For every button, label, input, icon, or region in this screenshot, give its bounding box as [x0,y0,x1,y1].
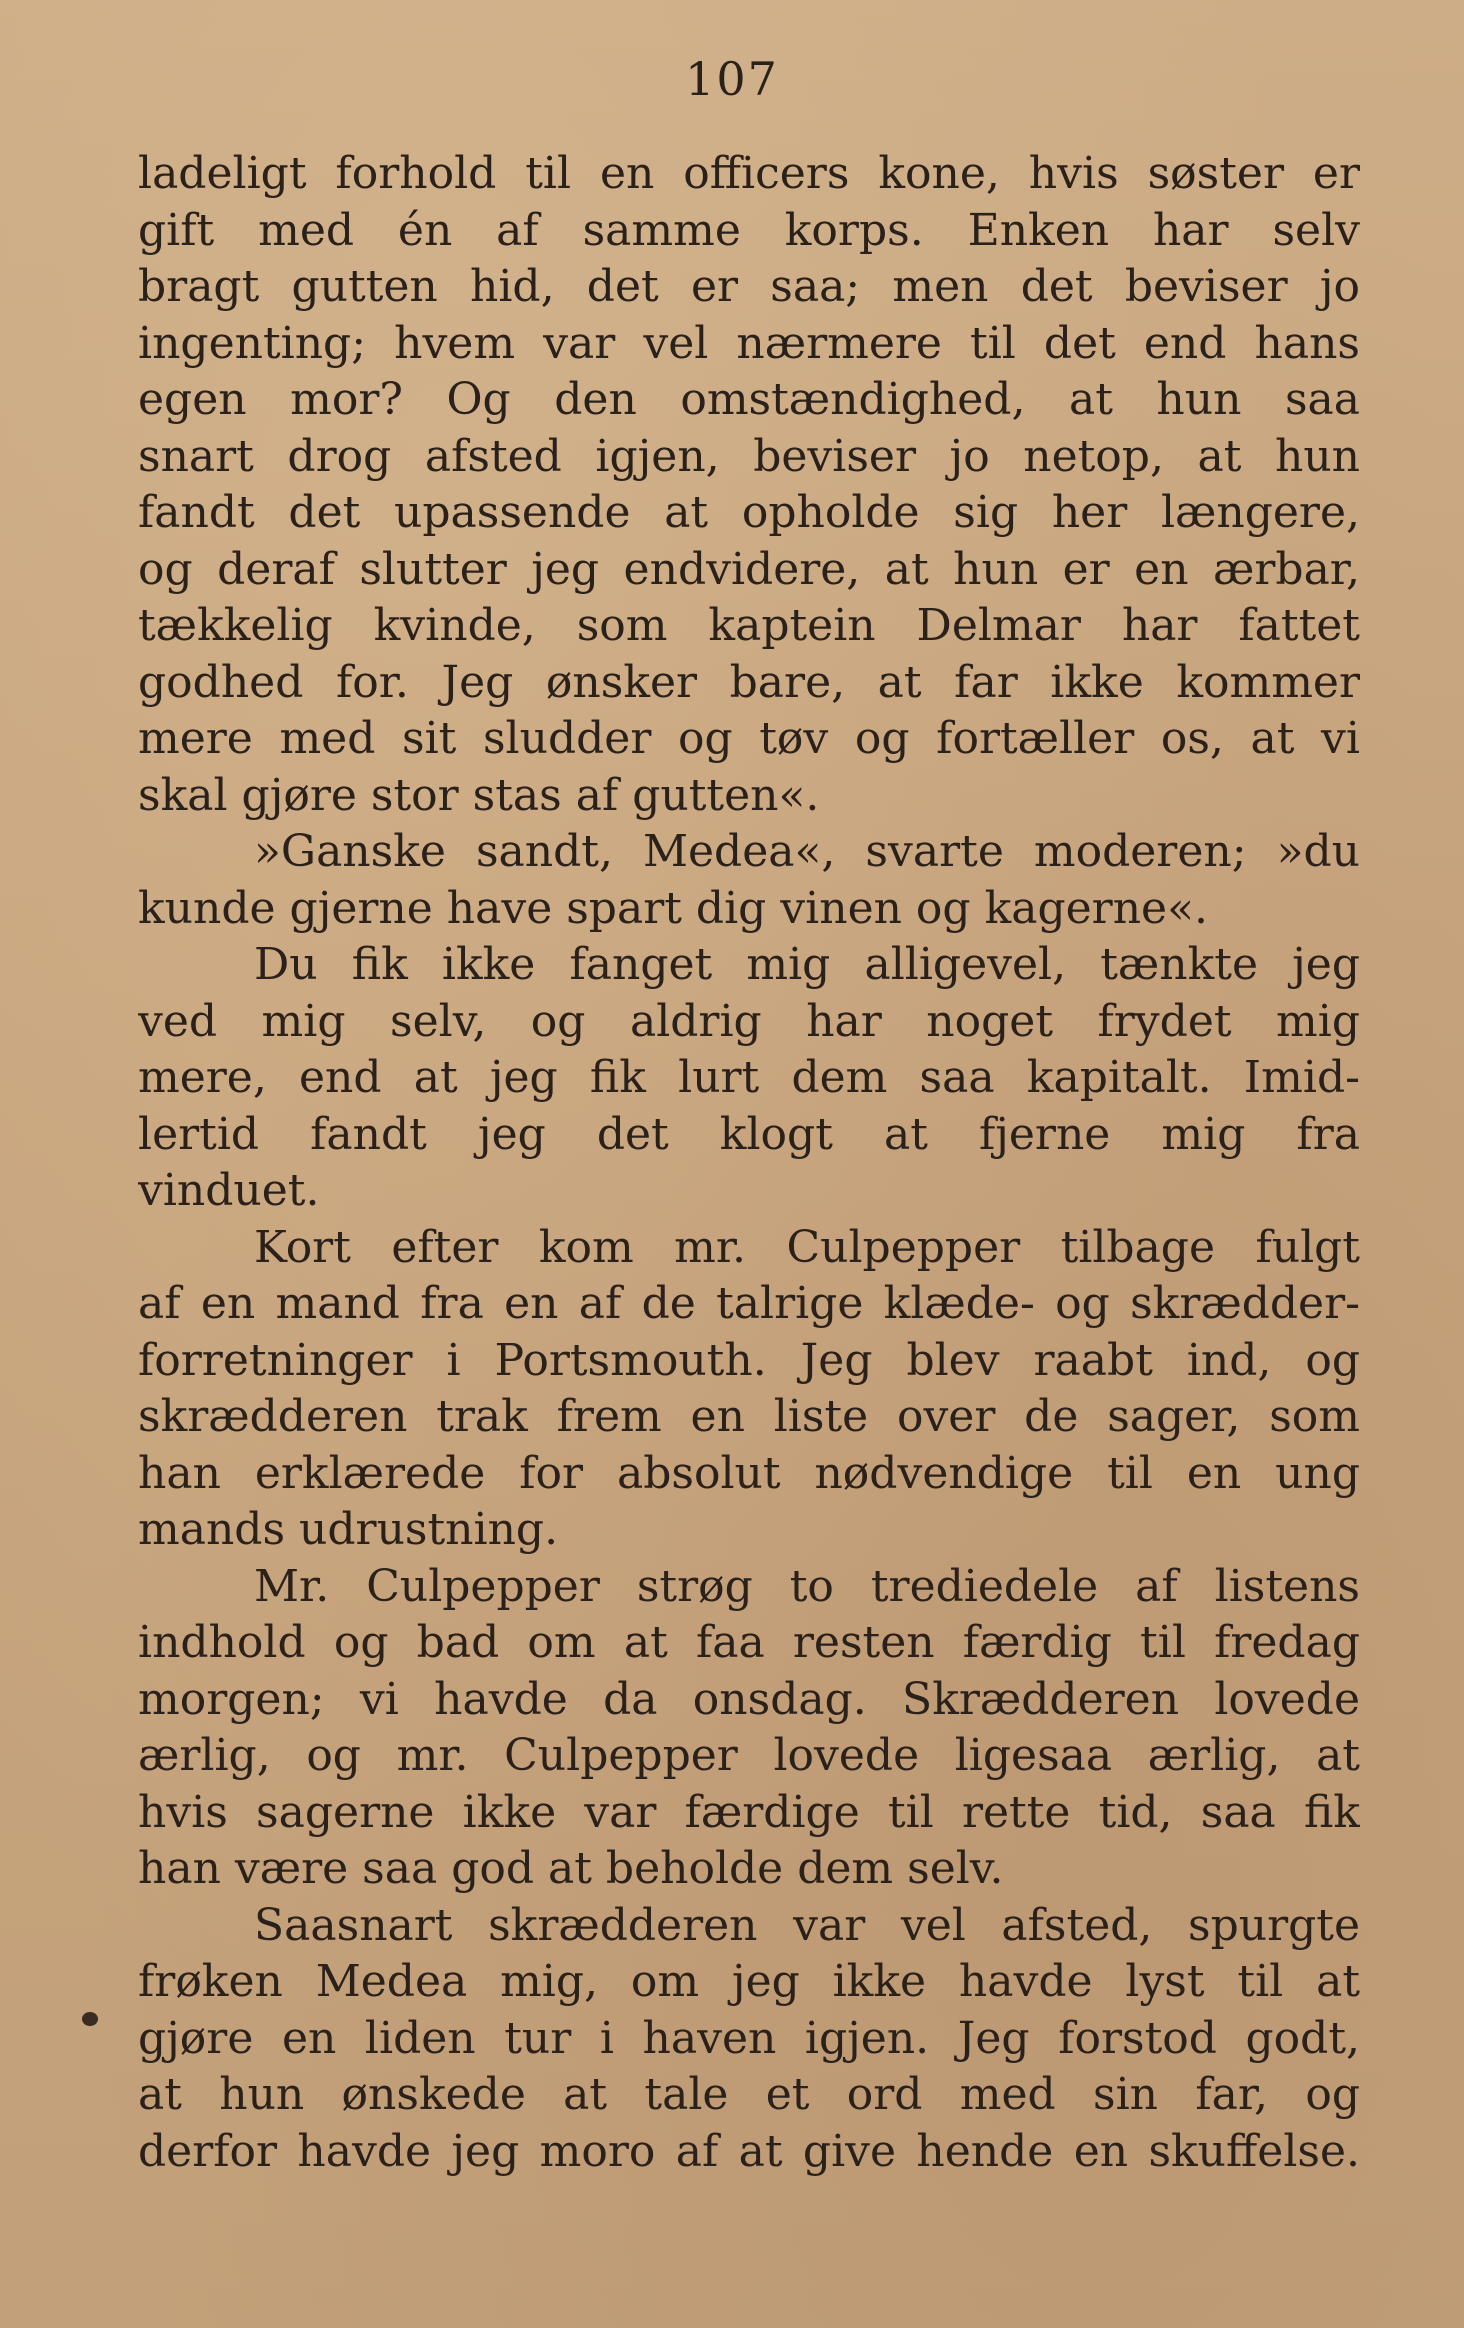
text-line: »Ganske sandt, Medea«, svarte moderen; »du [254,826,1360,877]
text-line: mere, end at jeg fik lurt dem saa kapitalt. Imid- [138,1052,1360,1103]
text-line: han erklærede for absolut nødvendige til en ung [138,1447,1360,1499]
text-line: ladeligt forhold til en officers kone, hvis søster er [138,148,1360,199]
text-line: godhed for. Jeg ønsker bare, at far ikke kommer [138,656,1360,708]
text-line: Saasnart skrædderen var vel afsted, spurgte [254,1899,1360,1951]
text-line: mere med sit sludder og tøv og fortæller os, at vi [138,713,1360,764]
text-line: gjøre en liden tur i haven igjen. Jeg forstod godt, [138,2012,1360,2064]
text-line: ingenting; hvem var vel nærmere til det end hans [138,317,1360,369]
ink-speck [82,2012,98,2026]
text-line: snart drog afsted igjen, beviser jo netop, at hun [138,430,1360,482]
text-line: skrædderen trak frem en liste over de sager, som [138,1391,1360,1442]
text-line: fandt det upassende at opholde sig her længere, [138,487,1360,538]
text-line: lertid fandt jeg det klogt at fjerne mig fra [138,1108,1360,1160]
text-line: egen mor? Og den omstændighed, at hun saa [138,374,1360,425]
text-line: indhold og bad om at faa resten færdig til fredag [138,1617,1360,1668]
text-line: ved mig selv, og aldrig har noget frydet mig [138,995,1360,1047]
text-line: Kort efter kom mr. Culpepper tilbage fulgt [254,1221,1360,1273]
text-line: af en mand fra en af de talrige klæde- og skrædder- [138,1278,1360,1329]
text-line: morgen; vi havde da onsdag. Skrædderen lovede [138,1673,1360,1725]
body-text [138,146,1360,2180]
text-line: forretninger i Portsmouth. Jeg blev raabt ind, og [138,1334,1360,1386]
text-line: Mr. Culpepper strøg to trediedele af listens [254,1560,1360,1612]
text-line: bragt gutten hid, det er saa; men det beviser jo [138,261,1360,312]
text-line: han være saa god at beholde dem selv. [138,1843,1004,1894]
text-line: mands udrustning. [138,1504,559,1555]
page-number: 107 [685,52,779,106]
text-line: derfor havde jeg moro af at give hende en skuffelse. [138,2125,1360,2177]
text-line: vinduet. [138,1165,320,1216]
text-line: og deraf slutter jeg endvidere, at hun er en ærbar, [138,543,1360,595]
text-line: at hun ønskede at tale et ord med sin far, og [138,2069,1360,2120]
text-line: skal gjøre stor stas af gutten«. [138,769,820,821]
text-line: ærlig, og mr. Culpepper lovede ligesaa ærlig, at [138,1730,1360,1781]
text-line: Du fik ikke fanget mig alligevel, tænkte jeg [254,939,1360,990]
text-line: gift med én af samme korps. Enken har selv [138,204,1360,256]
text-line: kunde gjerne have spart dig vinen og kagerne«. [138,882,1208,934]
text-line: frøken Medea mig, om jeg ikke havde lyst til at [138,1956,1360,2007]
text-line: hvis sagerne ikke var færdige til rette tid, saa fik [138,1786,1360,1838]
text-line: tækkelig kvinde, som kaptein Delmar har fattet [138,600,1360,651]
